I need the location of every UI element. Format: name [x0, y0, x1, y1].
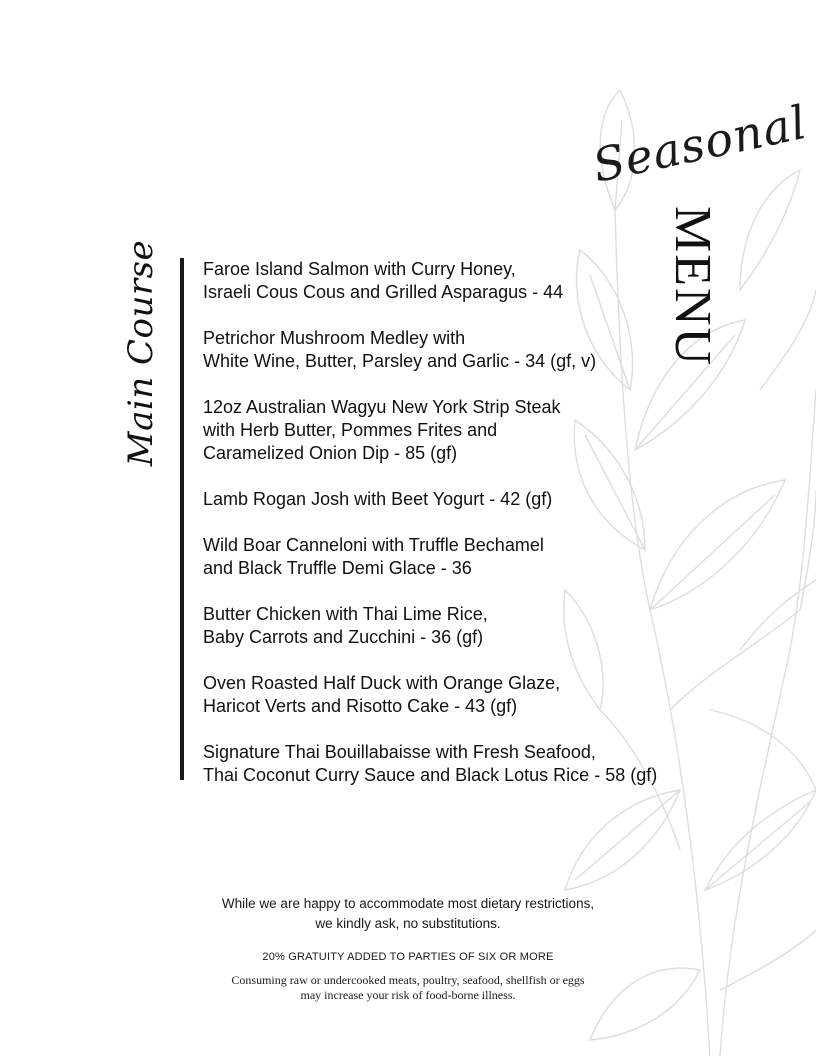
menu-item-line: Baby Carrots and Zucchini - 36 (gf) [203, 627, 484, 647]
menu-item [203, 603, 673, 649]
section-heading [116, 239, 166, 467]
food-safety-warning-line: may increase your risk of food-borne illness. [300, 988, 516, 1002]
gratuity-notice: 20% GRATUITY ADDED TO PARTIES OF SIX OR MORE [262, 951, 554, 963]
menu-item [203, 258, 673, 304]
food-safety-warning [0, 973, 816, 1003]
menu-item [203, 534, 673, 580]
seasonal-script-title: Seasonal [588, 94, 812, 193]
menu-item-line: Israeli Cous Cous and Grilled Asparagus - 44 [203, 282, 564, 302]
menu-item-line: Faroe Island Salmon with Curry Honey, [203, 259, 516, 279]
menu-item [203, 672, 673, 718]
vertical-divider [180, 258, 184, 780]
dietary-note-line: we kindly ask, no substitutions. [315, 916, 501, 931]
menu-item-line: Signature Thai Bouillabaisse with Fresh Seafood, [203, 742, 596, 762]
menu-item [203, 488, 673, 511]
menu-item-line: and Black Truffle Demi Glace - 36 [203, 558, 472, 578]
menu-item-line: Butter Chicken with Thai Lime Rice, [203, 604, 488, 624]
menu-item-line: Caramelized Onion Dip - 85 (gf) [203, 443, 458, 463]
dietary-note-line: While we are happy to accommodate most dietary restrictions, [221, 896, 595, 911]
food-safety-warning-line: Consuming raw or undercooked meats, poultry, seafood, shellfish or eggs [231, 973, 585, 987]
menu-item [203, 741, 673, 787]
menu-item-line: Petrichor Mushroom Medley with [203, 328, 466, 348]
section-title: Main Course [121, 239, 161, 467]
menu-item [203, 327, 673, 373]
menu-item-line: Oven Roasted Half Duck with Orange Glaze, [203, 673, 561, 693]
menu-item-line: Lamb Rogan Josh with Beet Yogurt - 42 (gf) [203, 489, 553, 509]
menu-item-line: with Herb Butter, Pommes Frites and [203, 420, 498, 440]
dietary-note [0, 894, 816, 934]
menu-item-line: White Wine, Butter, Parsley and Garlic - 34 (gf, v) [203, 351, 597, 371]
menu-item-line: Thai Coconut Curry Sauce and Black Lotus Rice - 58 (gf) [203, 765, 658, 785]
menu-items-list [203, 258, 673, 810]
menu-item [203, 396, 673, 465]
menu-item-line: Haricot Verts and Risotto Cake - 43 (gf) [203, 696, 518, 716]
menu-item-line: 12oz Australian Wagyu New York Strip Steak [203, 397, 561, 417]
menu-item-line: Wild Boar Canneloni with Truffle Bechamel [203, 535, 544, 555]
menu-title: MENU [664, 206, 721, 368]
